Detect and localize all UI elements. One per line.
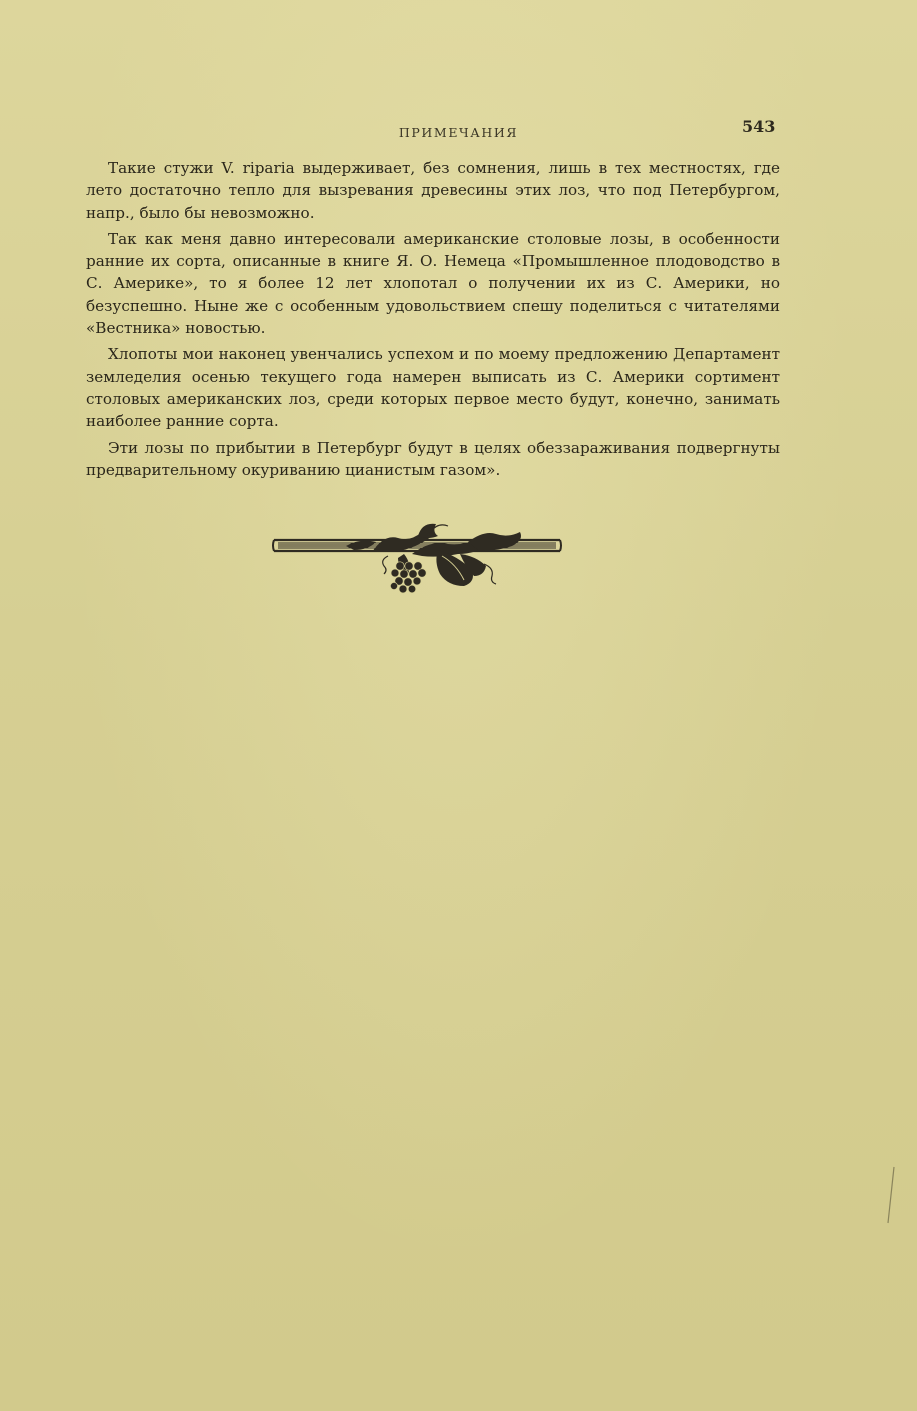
paragraph: Хлопоты мои наконец увенчались успехом и по моему предложению Департамент земледелия осенью текущего года намерен выписать из С. Америки сортимент столовых американских лоз, среди которых первое место будут, конечно, занимать наиболее ранние сорта.	[86, 345, 780, 431]
page-number: 543	[742, 117, 776, 136]
grape-cluster	[390, 562, 426, 593]
body-text	[86, 157, 780, 485]
paper-mark	[886, 1165, 896, 1225]
running-title: ПРИМЕЧАНИЯ	[398, 125, 519, 140]
paragraph: Так как меня давно интересовали американские столовые лозы, в особенности ранние их сорта, описанные в книге Я. О. Немеца «Промышленное плодоводство в С. Америке», то я более 12 лет хлопотал о получении их из С. Америки, но безуспешно. Ныне же с особенным удовольствием спешу поделиться с читателями «Вестника» новостью.	[86, 229, 780, 338]
paragraph: Такие стужи V. riparia выдерживает, без сомнения, лишь в тех местностях, где лето достаточно тепло для вызревания древесины этих лоз, что под Петербургом, напр., было бы невозможно.	[86, 159, 780, 222]
grape-vine-tailpiece-icon	[272, 520, 564, 596]
running-head	[0, 122, 917, 141]
paragraph: Эти лозы по прибытии в Петербург будут в целях обеззараживания подвергнуты предварительному окуриванию цианистым газом».	[86, 438, 780, 479]
